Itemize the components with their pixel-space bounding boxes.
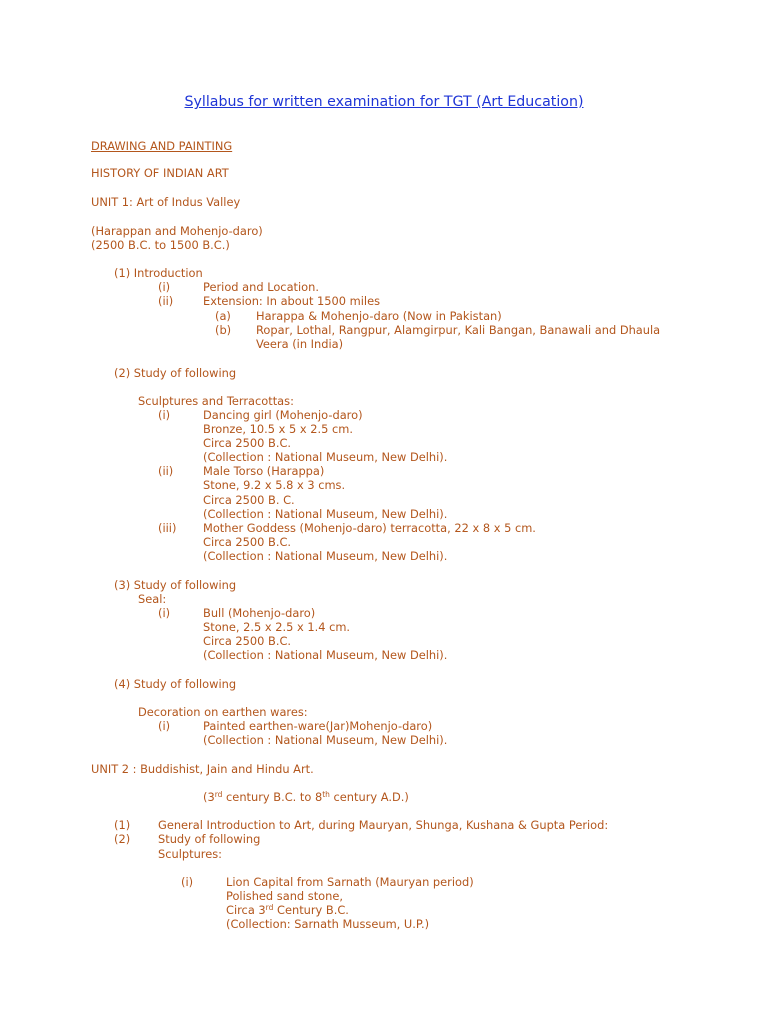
list-item: (Collection : National Museum, New Delhi). xyxy=(203,507,448,521)
list-item: Stone, 2.5 x 2.5 x 1.4 cm. xyxy=(203,620,351,634)
unit2-item1-text: General Introduction to Art, during Mauryan, Shunga, Kushana & Gupta Period: xyxy=(158,818,609,832)
list-item: (Collection: Sarnath Musseum, U.P.) xyxy=(226,917,430,931)
list-item: (Collection : National Museum, New Delhi). xyxy=(203,648,448,662)
document-title: Syllabus for written examination for TGT (Art Education) xyxy=(184,94,584,110)
section-heading-history: HISTORY OF INDIAN ART xyxy=(91,166,229,180)
list-item: Bronze, 10.5 x 5 x 2.5 cm. xyxy=(203,422,353,436)
list-item: Circa 2500 B.C. xyxy=(203,535,292,549)
study2-ii-num: (ii) xyxy=(158,464,174,478)
unit2-sculptures-heading: Sculptures: xyxy=(158,847,223,861)
study4-heading: Decoration on earthen wares: xyxy=(138,705,308,719)
list-item: Lion Capital from Sarnath (Mauryan period) xyxy=(226,875,474,889)
unit2-item1-num: (1) xyxy=(114,818,131,832)
study4-label: (4) Study of following xyxy=(114,677,237,691)
intro-a-num: (a) xyxy=(215,309,231,323)
study2-i-num: (i) xyxy=(158,408,171,422)
unit2-item2-num: (2) xyxy=(114,832,131,846)
intro-label: (1) Introduction xyxy=(114,266,203,280)
list-item: Dancing girl (Mohenjo-daro) xyxy=(203,408,363,422)
intro-b-text-cont: Veera (in India) xyxy=(256,337,344,351)
list-item: Circa 2500 B. C. xyxy=(203,493,295,507)
list-item: Stone, 9.2 x 5.8 x 3 cms. xyxy=(203,478,346,492)
list-item: Circa 2500 B.C. xyxy=(203,634,292,648)
list-item: Polished sand stone, xyxy=(226,889,343,903)
list-item: Male Torso (Harappa) xyxy=(203,464,325,478)
study2-heading: Sculptures and Terracottas: xyxy=(138,394,294,408)
intro-ii-num: (ii) xyxy=(158,294,174,308)
list-item: Bull (Mohenjo-daro) xyxy=(203,606,316,620)
study4-i-num: (i) xyxy=(158,719,171,733)
unit2-title: UNIT 2 : Buddishist, Jain and Hindu Art. xyxy=(91,762,314,776)
study2-label: (2) Study of following xyxy=(114,366,237,380)
intro-ii-text: Extension: In about 1500 miles xyxy=(203,294,381,308)
study3-heading: Seal: xyxy=(138,592,167,606)
unit1-period: (2500 B.C. to 1500 B.C.) xyxy=(91,238,230,252)
study2-iii-num: (iii) xyxy=(158,521,177,535)
unit2-period: (3rd century B.C. to 8th century A.D.) xyxy=(203,790,409,804)
list-item: Painted earthen-ware(Jar)Mohenjo-daro) xyxy=(203,719,433,733)
list-item: Circa 2500 B.C. xyxy=(203,436,292,450)
list-item: (Collection : National Museum, New Delhi). xyxy=(203,450,448,464)
list-item: Mother Goddess (Mohenjo-daro) terracotta, 22 x 8 x 5 cm. xyxy=(203,521,536,535)
unit1-title: UNIT 1: Art of Indus Valley xyxy=(91,195,241,209)
list-item: Circa 3rd Century B.C. xyxy=(226,903,349,917)
unit1-subtitle: (Harappan and Mohenjo-daro) xyxy=(91,224,263,238)
intro-b-text: Ropar, Lothal, Rangpur, Alamgirpur, Kali Bangan, Banawali and Dhaula xyxy=(256,323,661,337)
intro-i-num: (i) xyxy=(158,280,171,294)
section-heading-drawing: DRAWING AND PAINTING xyxy=(91,139,233,153)
unit2-item2-text: Study of following xyxy=(158,832,261,846)
study3-i-num: (i) xyxy=(158,606,171,620)
list-item: (Collection : National Museum, New Delhi). xyxy=(203,549,448,563)
intro-a-text: Harappa & Mohenjo-daro (Now in Pakistan) xyxy=(256,309,502,323)
list-item: (Collection : National Museum, New Delhi). xyxy=(203,733,448,747)
study3-label: (3) Study of following xyxy=(114,578,237,592)
lion-num: (i) xyxy=(181,875,194,889)
intro-b-num: (b) xyxy=(215,323,232,337)
intro-i-text: Period and Location. xyxy=(203,280,319,294)
